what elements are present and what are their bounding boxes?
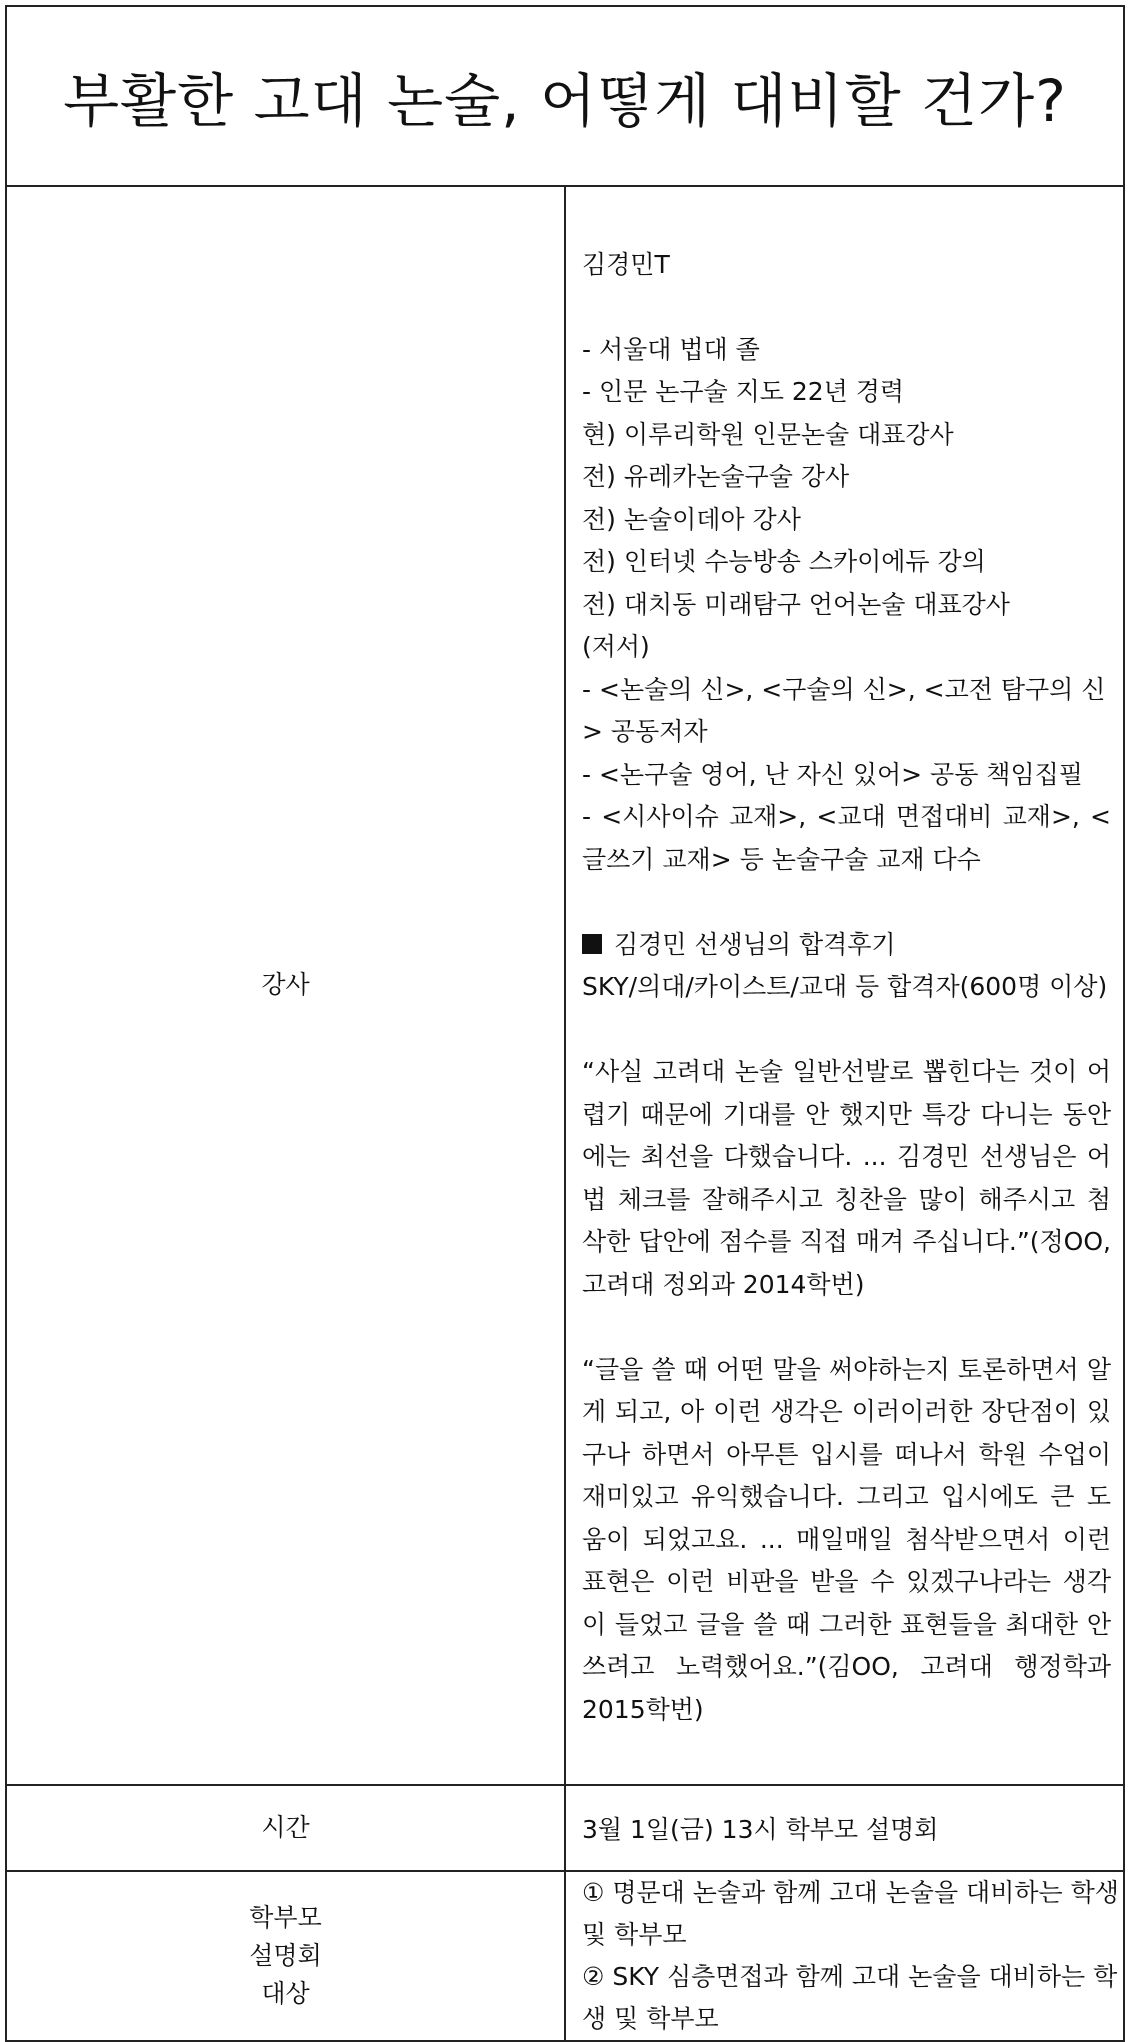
career-item: 전) 인터넷 수능방송 스카이에듀 강의 (582, 547, 986, 576)
book-item: - <논구술 영어, 난 자신 있어> 공동 책임집필 (582, 759, 1083, 789)
book-item: - <논술의 신>, <구술의 신>, <고전 탐구의 신> 공동저자 (582, 674, 1106, 746)
target-item: ② SKY 심층면접과 함께 고대 논술을 대비하는 학생 및 학부모 (582, 1961, 1118, 2033)
target-item: ① 명문대 논술과 함께 고대 논술을 대비하는 학생 및 학부모 (582, 1877, 1119, 1949)
reviews-subtitle: SKY/의대/카이스트/교대 등 합격자(600명 이상) (582, 972, 1108, 1001)
instructor-name: 김경민T (582, 249, 670, 279)
title-row (6, 6, 1124, 186)
reviews-heading (582, 924, 1111, 967)
info-table (5, 5, 1125, 2042)
career-item: - 인문 논구술 지도 22년 경력 (582, 377, 905, 406)
instructor-content (565, 186, 1124, 1785)
target-label (6, 1871, 565, 2041)
page-title: 부활한 고대 논술, 어떻게 대비할 건가? (6, 6, 1124, 186)
target-label-line: 학부모 (249, 1902, 322, 1932)
career-item: 전) 논술이데아 강사 (582, 504, 801, 534)
document-page (5, 5, 1125, 2033)
instructor-label: 강사 (6, 186, 565, 1785)
time-label: 시간 (6, 1785, 565, 1871)
square-bullet-icon (582, 934, 602, 954)
career-item: - 서울대 법대 졸 (582, 334, 760, 364)
target-content (565, 1871, 1124, 2041)
review-quote: “글을 쓸 때 어떤 말을 써야하는지 토론하면서 알게 되고, 아 이런 생각은 이러이러한 장단점이 있구나 하면서 아무튼 입시를 떠나서 학원 수업이 재미있고 유익했습니다. 그리고 입시에도 큰 도움이 되었고요. ... 매일매일 첨삭받으면서 이런 표현은 이런 비판을 받을 수 있겠구나라는 생각이 들었고 글을 쓸 때 그러한 표현들을 최대한 안 쓰려고 노력했어요.”(김OO, 고려대 행정학과 2015학번) (582, 1354, 1111, 1724)
instructor-row (6, 186, 1124, 1785)
books-heading: (저서) (582, 632, 650, 661)
book-item: - <시사이슈 교재>, <교대 면접대비 교재>, <글쓰기 교재> 등 논술구술 교재 다수 (582, 802, 1111, 874)
target-row (6, 1871, 1124, 2041)
review-quote: “사실 고려대 논술 일반선발로 뽑힌다는 것이 어렵기 때문에 기대를 안 했지만 특강 다니는 동안에는 최선을 다했습니다. ... 김경민 선생님은 어법 체크를 잘해주시고 칭찬을 많이 해주시고 첨삭한 답안에 점수를 직접 매겨 주십니다.”(정OO, 고려대 정외과 2014학번) (582, 1057, 1111, 1299)
career-item: 전) 대치동 미래탐구 언어논술 대표강사 (582, 589, 1010, 619)
career-item: 현) 이루리학원 인문논술 대표강사 (582, 419, 954, 449)
target-label-line: 설명회 (249, 1940, 322, 1970)
target-label-line: 대상 (261, 1978, 310, 2008)
career-item: 전) 유레카논술구술 강사 (582, 462, 850, 491)
reviews-heading-text: 김경민 선생님의 합격후기 (614, 929, 896, 959)
time-row (6, 1785, 1124, 1871)
time-value: 3월 1일(금) 13시 학부모 설명회 (565, 1785, 1124, 1871)
